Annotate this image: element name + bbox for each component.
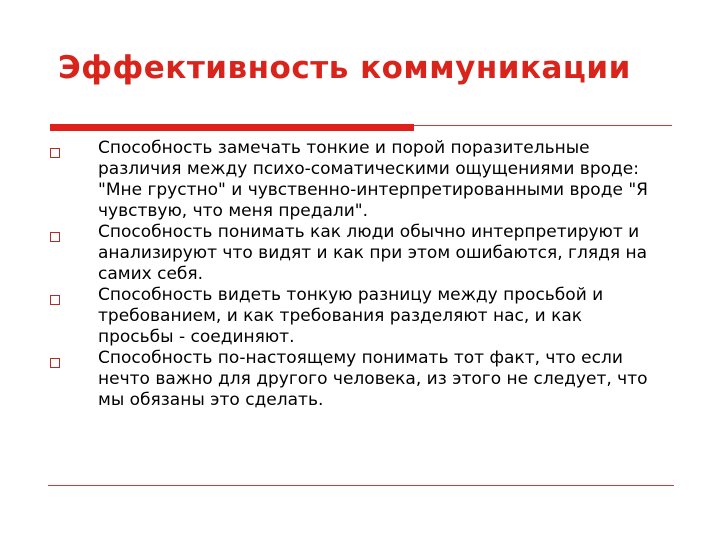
bullet-text: Способность по-настоящему понимать тот факт, что если нечто важно для другого человека, из этого не следует, что мы обязаны это сделать. — [98, 348, 648, 410]
bullet-text: Способность видеть тонкую разницу между просьбой и требованием, и как требования разделяют нас, и как просьбы - соединяют. — [98, 285, 604, 347]
title-underline-thin — [414, 125, 672, 126]
list-item — [0, 348, 660, 411]
hollow-square-icon — [50, 148, 60, 158]
bullet-text: Способность замечать тонкие и порой поразительные различия между психо-соматическими ощущениями вроде: "Мне грустно" и чувственно-интерпретированными вроде "Я чувствую, что меня предали". — [98, 138, 648, 221]
list-item — [0, 285, 660, 348]
hollow-square-icon — [50, 295, 60, 305]
bullet-list — [0, 138, 720, 411]
list-item — [0, 138, 660, 222]
hollow-square-icon — [50, 358, 60, 368]
title-underline-thick — [50, 124, 414, 131]
bullet-text: Способность понимать как люди обычно интерпретируют и анализируют что видят и как при этом ошибаются, глядя на самих себя. — [98, 222, 647, 284]
bottom-divider — [48, 485, 674, 486]
list-item — [0, 222, 660, 285]
hollow-square-icon — [50, 232, 60, 242]
slide-title: Эффективность коммуникации — [58, 50, 631, 86]
